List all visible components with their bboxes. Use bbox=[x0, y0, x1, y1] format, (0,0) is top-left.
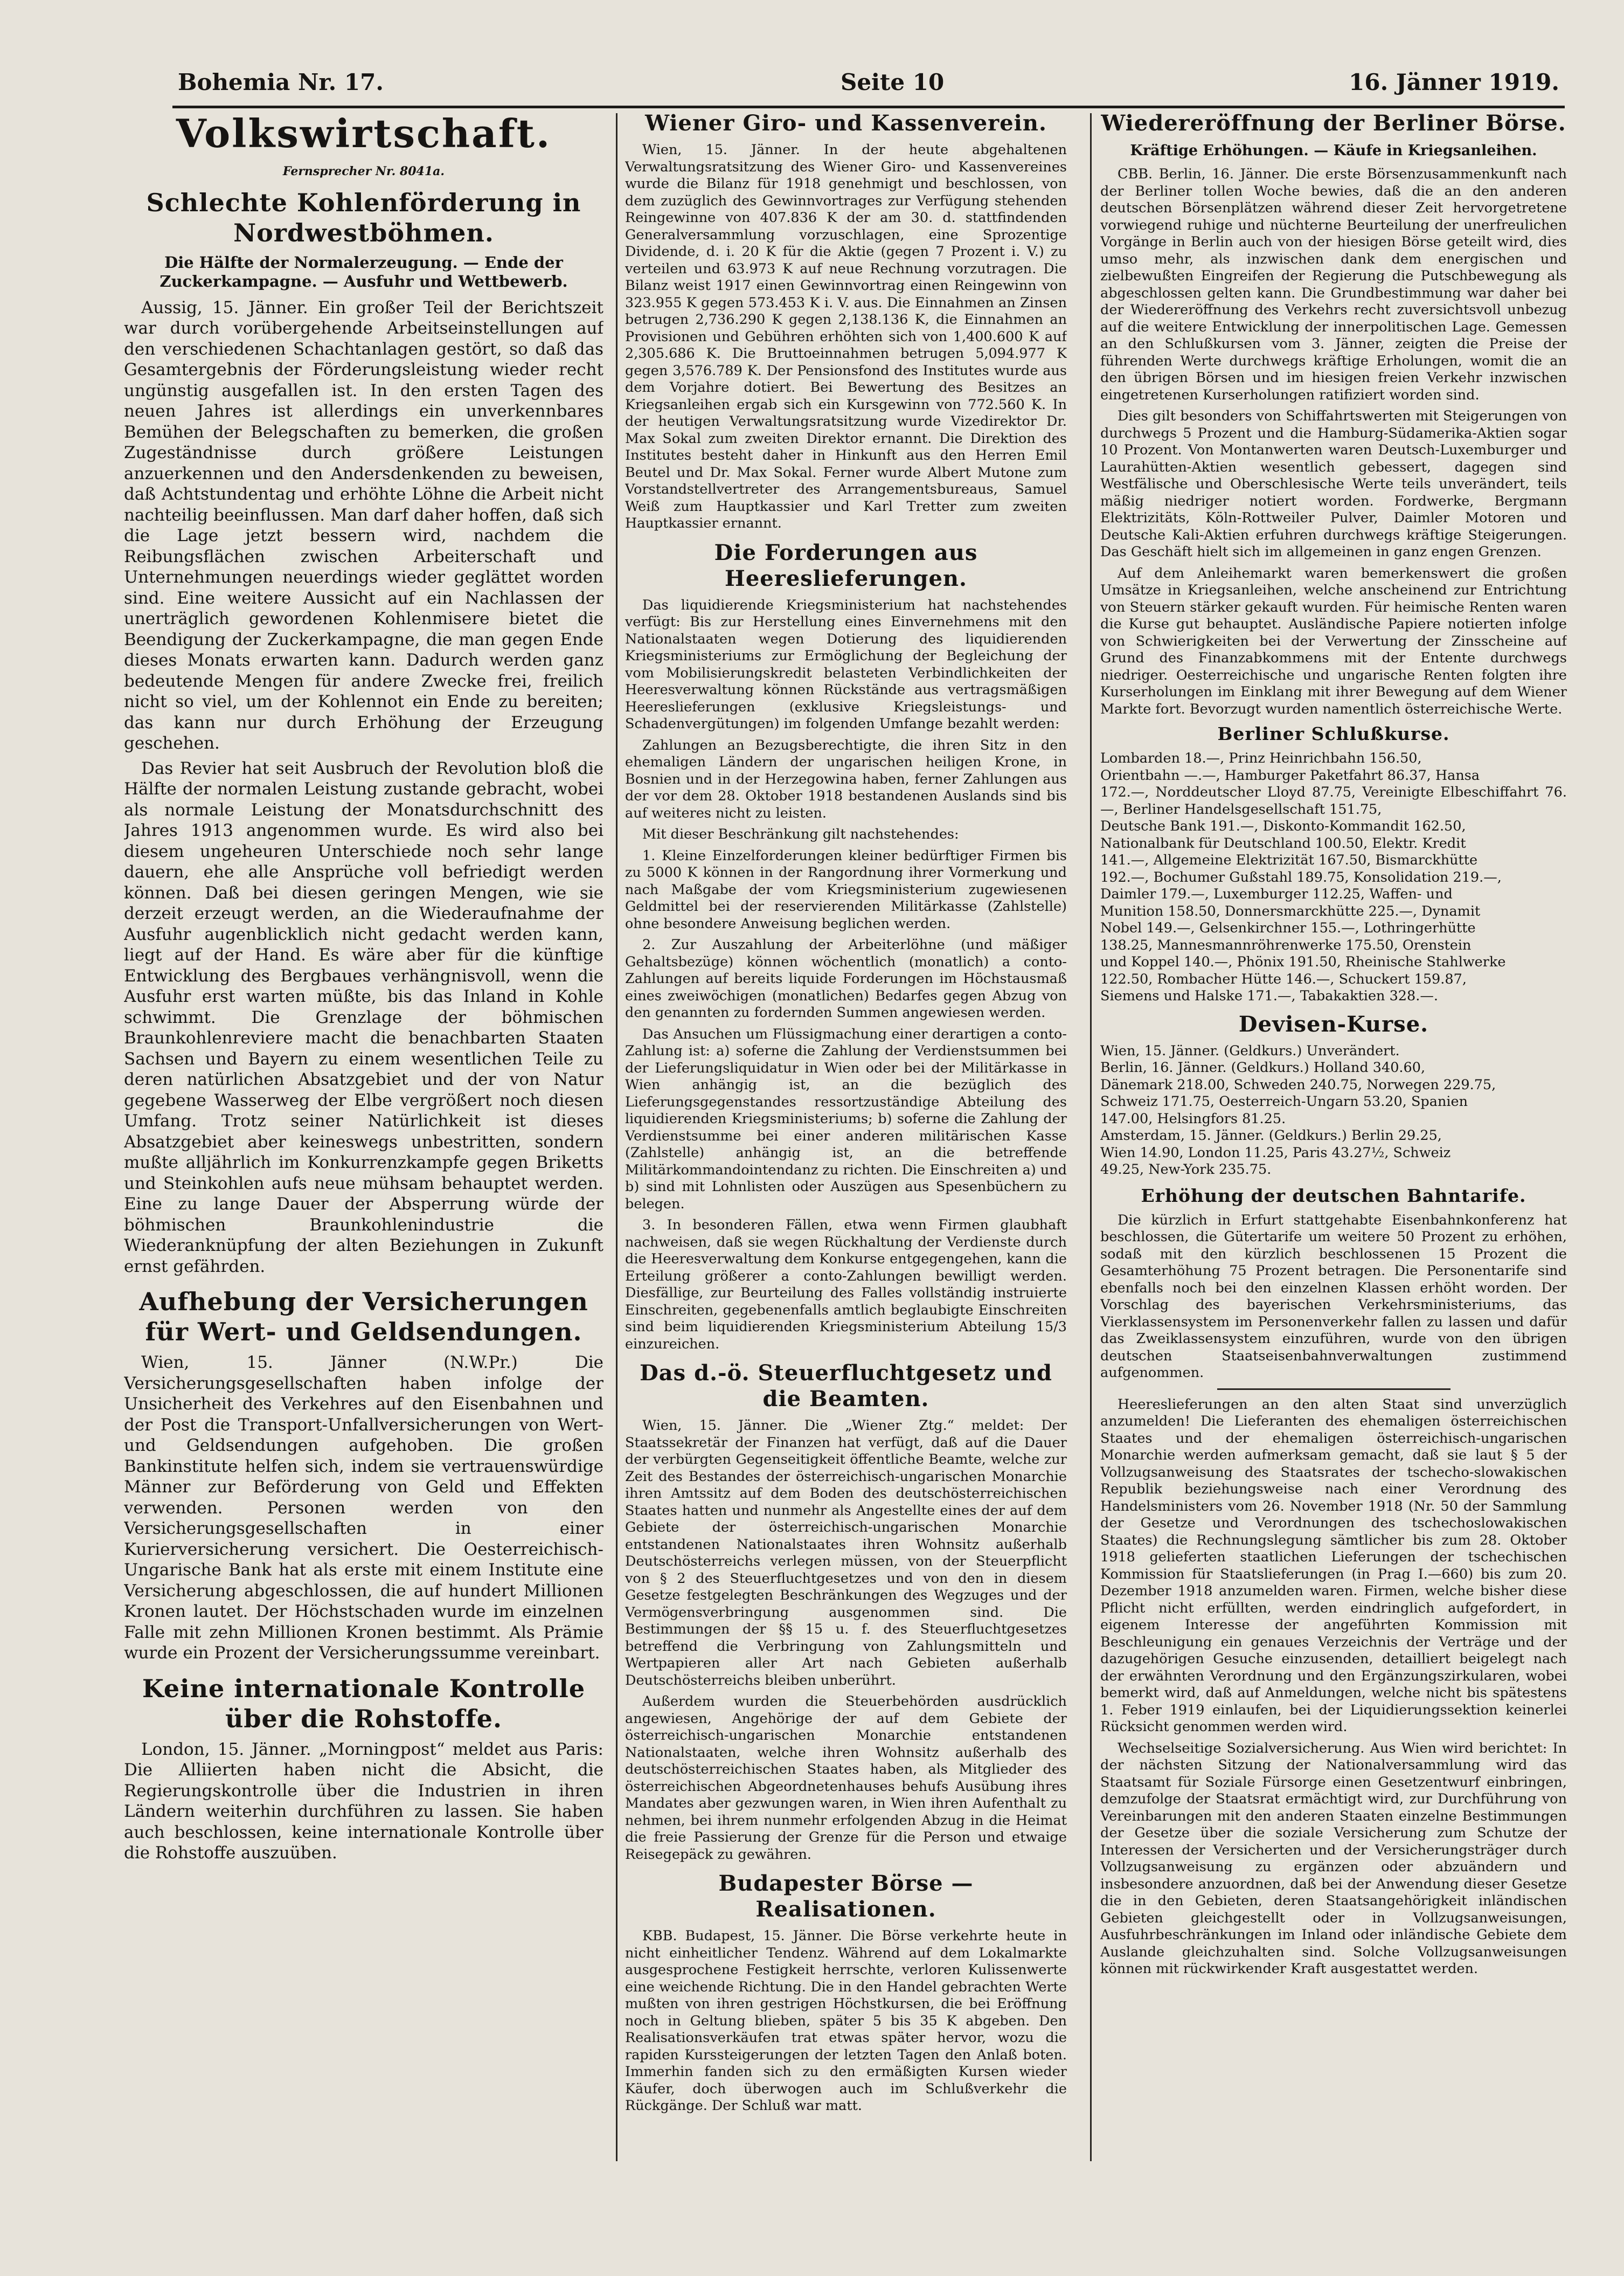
article-paragraph: 1. Kleine Einzelforderungen kleiner bedürftiger Firmen bis zu 5000 K können in der Rangordnung ihrer Vormerkung und nach Maßgabe der vom Kriegsministerium zugewiesenen Geldmittel bei der reservierenden Militärkasse (Zahlstelle) ohne besondere Anweisung beglichen werden. bbox=[625, 847, 1067, 932]
article-paragraph: Das liquidierende Kriegsministerium hat nachstehendes verfügt: Bis zur Herstellung eines Einvernehmens mit den Nationalstaaten wegen Dotierung des liquidierenden Kriegsministeriums zur Ermöglichung der Begleichung der vom Mobilisierungskredit belasteten Verbindlichkeiten der Heeresverwaltung können Rückstände aus vertragsmäßigen Heereslieferungen (exklusive Kriegsleistungs- und Schadenvergütungen) im folgenden Umfange bezahlt werden: bbox=[625, 597, 1067, 732]
market-line: Wien, 15. Jänner. (Geldkurs.) Unverändert. bbox=[1100, 1042, 1400, 1059]
article-paragraph: Das Revier hat seit Ausbruch der Revolution bloß die Hälfte der normalen Leistung zustande gebracht, wobei als normale Leistung der Monatsdurchschnitt des Jahres 1913 angenommen wurde. Es wird also bei diesem ungeheuren Unterschiede noch sehr lange dauern, ehe alle Ansprüche voll befriedigt werden können. Daß bei diesen geringen Mengen, wie sie derzeit erzeugt werden, an die Wiederaufnahme der Ausfuhr augenblicklich nicht gedacht werden kann, liegt auf der Hand. Es wäre aber für die künftige Entwicklung des Bergbaues verhängnisvoll, wenn die Ausfuhr erst warten müßte, bis das Inland in Kohle schwimmt. Die Grenzlage der böhmischen Braunkohlenreviere macht die benachbarten Staaten Sachsen und Bayern zu einem wesentlichen Teile zu deren natürlichen Absatzgebiet und der von Natur gegebene Wasserweg der Elbe vergrößert noch diesen Umfang. Trotz seiner Natürlichkeit ist dieses Absatzgebiet aber keineswegs unbestritten, sondern mußte alljährlich im Konkurrenzkampfe gegen Briketts und Steinkohlen aufs neue mühsam behauptet werden. Eine zu lange Dauer der Absperrung würde der böhmischen Braunkohlenindustrie die Wiederanknüpfung der alten Beziehungen in Zukunft ernst gefährden. bbox=[124, 758, 603, 1276]
column-rule bbox=[616, 113, 617, 2161]
article-paragraph: 3. In besonderen Fällen, etwa wenn Firmen glaubhaft nachweisen, daß sie wegen Rückhaltung der Verdienste durch die Heeresverwaltung dem Konkurse entgegengehen, kann die Erteilung größerer a conto-Zahlungen bewilligt werden. Diesfällige, zur Beurteilung des Falles vollständig instruierte Einschreiten, gegebenenfalls amtlich beglaubigte Einschreiten sind beim liquidierenden Kriegsministerium Abteilung 15/3 einzureichen. bbox=[625, 1217, 1067, 1352]
section-phone: Fernsprecher Nr. 8041a. bbox=[282, 164, 445, 178]
article-deck: Die Hälfte der Normalerzeugung. — Ende der Zuckerkampagne. — Ausfuhr und Wettbewerb. bbox=[159, 253, 568, 290]
article-paragraph: Außerdem wurden die Steuerbehörden ausdrücklich angewiesen, Angehörige der auf dem Gebiete der österreichisch-ungarischen Monarchie entstandenen Nationalstaaten, welche ihren Wohnsitz außerhalb des deutschösterreichischen Staates haben, als Mitglieder des österreichischen Abgeordnetenhauses behufs Ausübung ihres Mandates aber gezwungen waren, in Wien ihren Aufenthalt zu nehmen, bei ihrem nunmehr erfolgenden Abzug in die Heimat die freie Passierung der Grenze für die Person und etwaige Reisegepäck zu gewähren. bbox=[625, 1693, 1067, 1863]
market-line: Schweiz 171.75, Oesterreich-Ungarn 53.20, Spanien bbox=[1100, 1094, 1468, 1110]
article-paragraph: Mit dieser Beschränkung gilt nachstehendes: bbox=[642, 826, 959, 842]
market-line: Siemens und Halske 171.—, Tabakaktien 328.—. bbox=[1100, 988, 1438, 1004]
running-head bbox=[178, 69, 1559, 107]
market-line: 138.25, Mannesmannröhrenwerke 175.50, Orenstein bbox=[1100, 937, 1472, 953]
article-title: Schlechte Kohlenförderung in Nordwestböhmen. bbox=[146, 188, 581, 247]
market-line: und Koppel 140.—, Phönix 191.50, Rheinische Stahlwerke bbox=[1100, 954, 1506, 970]
article-paragraph: Zahlungen an Bezugsberechtigte, die ihren Sitz in den ehemaligen Ländern der ungarischen heiligen Krone, in Bosnien und in der Herzegowina haben, ferner Zahlungen aus der vor dem 28. Oktober 1918 bestandenen Auslands sind bis auf weiteres nicht zu leisten. bbox=[625, 737, 1067, 821]
article-title: Das d.-ö. Steuerfluchtgesetz und die Beamten. bbox=[640, 1360, 1052, 1412]
article-paragraph: Wien, 15. Jänner. Die „Wiener Ztg.“ meldet: Der Staatssekretär der Finanzen hat verfügt, daß auf die Dauer der verbürgten Gegenseitigkeit öffentliche Beamte, welche zur Zeit des Bestandes der österreichisch-ungarischen Monarchie ihren Amtssitz auf dem Boden des deutschösterreichischen Staates hatten und nunmehr als Angestellte eines der auf dem Gebiete der österreichisch-ungarischen Monarchie entstandenen Nationalstaates ihren Wohnsitz außerhalb Deutschösterreichs verlegen müssen, von der Steuerpflicht von § 2 des Steuerfluchtgesetzes und von den in diesem Gesetze festgelegten Beschränkungen des Wegzuges und der Vermögensverbringung ausgenommen sind. Die Bestimmungen der §§ 15 u. f. des Steuerfluchtgesetzes betreffend die Verbringung von Zahlungsmitteln und Wertpapieren aller Art nach Gebieten außerhalb Deutschösterreichs bleiben unberührt. bbox=[625, 1417, 1067, 1689]
market-line: Lombarden 18.—, Prinz Heinrichbahn 156.50, bbox=[1100, 750, 1422, 766]
column-middle bbox=[625, 110, 1067, 2169]
article-paragraph: Heereslieferungen an den alten Staat sind unverzüglich anzumelden! Die Lieferanten des ehemaligen österreichischen Staates und der ehemaligen österreichisch-ungarischen Monarchie werden aufmerksam gemacht, daß sie laut § 5 der Vollzugsanweisung des Staatsrates der tschecho-slowakischen Republik beziehungsweise nach einer Verordnung des Handelsministers vom 26. November 1918 (Nr. 50 der Sammlung der Gesetze und Verordnungen des tschechoslowakischen Staates) die Rechnungslegung sämtlicher bis zum 28. Oktober 1918 gelieferten staatlichen Lieferungen der tschechischen Kommission für Staatslieferungen (in Prag I.—660) bis zum 20. Dezember 1918 anzumelden waren. Firmen, welche bisher diese Pflicht nicht erfüllten, werden eindringlich aufgefordert, in eigenem Interesse der angeführten Kommission mit Beschleunigung ein genaues Verzeichnis der Verträge und der dazugehörigen Gesuche einzusenden, detailliert beigelegt nach der erwähnten Verordnung und den Ergänzungszirkularen, wobei bemerkt wird, daß auf Anmeldungen, welche nicht bis spätestens 1. Feber 1919 einlaufen, bei der Liquidierungssektion keinerlei Rücksicht genommen werden wird. bbox=[1100, 1396, 1567, 1735]
market-line: 172.—, Norddeutscher Lloyd 87.75, Vereinigte Elbeschiffahrt 76.—, Berliner Handelsgesellschaft 151.75, bbox=[1100, 784, 1567, 818]
article-title: Wiedereröffnung der Berliner Börse. bbox=[1101, 110, 1566, 136]
article-title: Budapester Börse — Realisationen. bbox=[718, 1871, 974, 1922]
issue-date: 16. Jänner 1919. bbox=[1349, 69, 1559, 95]
column-rule bbox=[1090, 113, 1092, 2161]
article-title: Erhöhung der deutschen Bahntarife. bbox=[1141, 1185, 1526, 1206]
article-paragraph: Das Ansuchen um Flüssigmachung einer derartigen a conto-Zahlung ist: a) soferne die Zahlung der Verdienstsummen bei der Lieferungsliquidatur in Wien oder bei der Militärkasse in Wien anhängig ist, an die bezüglich des Lieferungsgegenstandes ressortzuständige Abteilung des liquidierenden Kriegsministeriums; b) soferne die Zahlung der Verdienstsumme bei einer anderen militärischen Kasse (Zahlstelle) anhängig ist, an die betreffende Militärkommandointendanz zu richten. Die Einschreiten a) und b) sind mit Lohnlisten oder Auszügen aus Spesenbüchern zu belegen. bbox=[625, 1026, 1067, 1212]
article-paragraph: CBB. Berlin, 16. Jänner. Die erste Börsenzusammenkunft nach der Berliner tollen Woche bewies, daß die an den anderen deutschen Börsenplätzen während dieser Zeit hervorgetretene vorwiegend ruhige und nüchterne Beurteilung der unerfreulichen Vorgänge in Berlin auch von der hiesigen Börse geteilt wird, dies umso mehr, als inzwischen dank dem energischen und zielbewußten Eingreifen der Regierung die Putschbewegung als abgeschlossen gelten kann. Die Grundbestimmung war daher bei der Wiedereröffnung des Verkehrs recht zuversichtsvoll unbezug auf die weitere Entwicklung der innerpolitischen Lage. Gemessen an den Schlußkursen vom 3. Jänner, zeigten die Preise der führenden Werte durchwegs kräftige Erholungen, womit die an den übrigen Börsen und im hiesigen freien Verkehr inzwischen eingetretenen Kurserholungen ratifiziert worden sind. bbox=[1100, 166, 1567, 403]
article-divider bbox=[1217, 1388, 1451, 1390]
article-paragraph: Wechselseitige Sozialversicherung. Aus Wien wird berichtet: In der nächsten Sitzung der Nationalversammlung wird das Staatsamt für Soziale Fürsorge einen Gesetzentwurf einbringen, demzufolge der Staatsrat ermächtigt wird, zur Durchführung von Vereinbarungen mit den anderen Staaten einzelne Bestimmungen der Gesetze über die soziale Versicherung zum Schutze der Interessen der Versicherten und der Versicherungsträger durch Vollzugsanweisung zu ergänzen oder abzuändern und insbesondere anzuordnen, daß bei der Anwendung dieser Gesetze die in den Gebieten, deren Staatsangehörigkeit inländischen Gebieten gleichgestellt oder in Vollzugsanweisungen, Ausfuhrbeschränkungen im Inland oder inländische Gebiete dem Auslande gleichzuhalten sind. Solche Vollzugsanweisungen können mit rückwirkender Kraft ausgestattet werden. bbox=[1100, 1740, 1567, 1977]
article-paragraph: 2. Zur Auszahlung der Arbeiterlöhne (und mäßiger Gehaltsbezüge) können wöchentlich (monatlich) a conto-Zahlungen auf bereits liquide Forderungen im Höchstausmaß eines zweiwöchigen (monatlichen) Bedarfes gegen Abzug von den genannten zu fordernden Summen angewiesen werden. bbox=[625, 937, 1067, 1021]
column-left bbox=[124, 110, 603, 2169]
article-title: Wiener Giro- und Kassenverein. bbox=[645, 110, 1047, 136]
article-title: Aufhebung der Versicherungen für Wert- und Geldsendungen. bbox=[139, 1287, 588, 1346]
article-title: Die Forderungen aus Heereslieferungen. bbox=[714, 539, 978, 591]
market-line: Nobel 149.—, Gelsenkirchner 155.—, Lothringerhütte bbox=[1100, 920, 1476, 936]
article-deck: Kräftige Erhöhungen. — Käufe in Kriegsanleihen. bbox=[1130, 142, 1537, 159]
market-line: Berlin, 16. Jänner. (Geldkurs.) Holland 340.60, bbox=[1100, 1060, 1426, 1076]
market-line: Amsterdam, 15. Jänner. (Geldkurs.) Berlin 29.25, bbox=[1100, 1127, 1442, 1144]
market-line: Nationalbank für Deutschland 100.50, Elektr. Kredit bbox=[1100, 835, 1466, 852]
article-title: Berliner Schlußkurse. bbox=[1217, 723, 1450, 744]
paper-issue: Bohemia Nr. 17. bbox=[178, 69, 384, 95]
market-line: 147.00, Helsingfors 81.25. bbox=[1100, 1110, 1286, 1127]
page-number: Seite 10 bbox=[841, 69, 945, 95]
exchange-rates-list bbox=[1100, 1043, 1567, 1179]
market-line: Dänemark 218.00, Schweden 240.75, Norwegen 229.75, bbox=[1100, 1076, 1496, 1093]
market-line: 122.50, Rombacher Hütte 146.—, Schuckert 159.87, bbox=[1100, 971, 1467, 987]
article-title: Keine internationale Kontrolle über die Rohstoffe. bbox=[142, 1673, 586, 1733]
article-paragraph: Auf dem Anleihemarkt waren bemerkenswert die großen Umsätze in Kriegsanleihen, welche anscheinend zur Entrichtung von Steuern stärker gekauft wurden. Für heimische Renten waren die Kurse gut behauptet. Ausländische Papiere notierten infolge von Schwierigkeiten bei der Verwertung der Zinsscheine auf Grund des Finanzabkommens mit der Entente durchwegs niedriger. Oesterreichische und ungarische Renten folgten ihre Kurserholungen im Einklang mit ihrer Bewegung auf dem Wiener Markte fort. Bevorzugt wurden namentlich österreichische Werte. bbox=[1100, 565, 1567, 717]
market-line: Deutsche Bank 191.—, Diskonto-Kommandit 162.50, bbox=[1100, 818, 1466, 834]
market-line: Wien 14.90, London 11.25, Paris 43.27½, Schweiz bbox=[1100, 1144, 1451, 1161]
closing-prices-list bbox=[1100, 750, 1567, 1005]
article-paragraph: Wien, 15. Jänner (N.W.Pr.) Die Versicherungsgesellschaften haben infolge der Unsicherheit des Verkehres auf den Eisenbahnen und der Post die Transport-Unfallversicherungen von Wert- und Geldsendungen aufgehoben. Die großen Bankinstitute helfen sich, indem sie vertrauenswürdige Männer zur Beförderung von Geld und Effekten verwenden. Personen werden von den Versicherungsgesellschaften in einer Kurierversicherung versichert. Die Oesterreichisch-Ungarische Bank hat als erste mit einem Institute eine Versicherung abgeschlossen, die auf hundert Millionen Kronen lautet. Der Höchstschaden wurde im einzelnen Falle mit zehn Millionen Kronen bestimmt. Als Prämie wurde ein Prozent der Versicherungssumme vereinbart. bbox=[124, 1353, 603, 1663]
header-rule bbox=[172, 106, 1565, 108]
column-right bbox=[1100, 110, 1567, 2169]
market-line: 49.25, New-York 235.75. bbox=[1100, 1161, 1272, 1178]
article-paragraph: Dies gilt besonders von Schiffahrtswerten mit Steigerungen von durchwegs 5 Prozent und die Hamburg-Südamerika-Aktien sogar 10 Prozent. Von Montanwerten waren Deutsch-Luxemburger und Laurahütten-Aktien wesentlich gebessert, dagegen sind Westfälische und Oberschlesische Werte teils unverändert, teils mäßig niedriger notiert worden. Fordwerke, Bergmann Elektrizitäts, Köln-Rottweiler Pulver, Daimler Motoren und Deutsche Kali-Aktien erfuhren durchwegs kräftige Steigerungen. Das Geschäft hielt sich im allgemeinen in ganz engen Grenzen. bbox=[1100, 408, 1567, 560]
article-paragraph: Aussig, 15. Jänner. Ein großer Teil der Berichtszeit war durch vorübergehende Arbeitseinstellungen auf den verschiedenen Schachtanlagen gestört, so daß das Gesamtergebnis der Förderungsleistung wieder recht ungünstig ausgefallen ist. In den ersten Tagen des neuen Jahres ist allerdings ein unverkennbares Bemühen der Belegschaften zu bemerken, die großen Zugeständnisse durch größere Leistungen anzuerkennen und den Andersdenkenden zu beweisen, daß Achtstundentag und erhöhte Löhne die Arbeit nicht nachteilig beeinflussen. Man darf daher hoffen, daß sich die Lage jetzt bessern wird, nachdem die Reibungsflächen zwischen Arbeiterschaft und Unternehmungen neuerdings wieder geglättet worden sind. Eine weitere Aussicht auf ein Nachlassen der unerträglich gewordenen Kohlenmisere bietet die Beendigung der Zuckerkampagne, die man gegen Ende dieses Monats erwarten kann. Dadurch werden ganz bedeutende Mengen für andere Zwecke frei, freilich nicht so viel, um der Kohlennot ein Ende zu bereiten; das kann nur durch Erhöhung der Erzeugung geschehen. bbox=[124, 298, 603, 753]
market-line: 141.—, Allgemeine Elektrizität 167.50, Bismarckhütte bbox=[1100, 852, 1478, 868]
market-line: Daimler 179.—, Luxemburger 112.25, Waffen- und bbox=[1100, 886, 1453, 902]
market-line: Munition 158.50, Donnersmarckhütte 225.—, Dynamit bbox=[1100, 903, 1481, 919]
article-title: Devisen-Kurse. bbox=[1238, 1011, 1429, 1037]
market-line: Orientbahn —.—, Hamburger Paketfahrt 86.37, Hansa bbox=[1100, 767, 1480, 784]
article-paragraph: KBB. Budapest, 15. Jänner. Die Börse verkehrte heute in nicht einheitlicher Tendenz. Während auf dem Lokalmarkte ausgesprochene Festigkeit herrschte, verloren Kulissenwerte eine weichende Richtung. Die in den Handel gebrachten Werte mußten von ihren gestrigen Höchstkursen, die bei Eröffnung noch in Geltung blieben, später 5 bis 35 K abgeben. Den Realisationsverkäufen trat etwas später hervor, wozu die rapiden Kurssteigerungen der letzten Tagen den Anlaß boten. Immerhin fanden sich zu den ermäßigten Kursen wieder Käufer, doch überwogen auch im Schlußverkehr die Rückgänge. Der Schluß war matt. bbox=[625, 1928, 1067, 2114]
section-title: Volkswirtschaft. bbox=[176, 110, 552, 156]
article-paragraph: London, 15. Jänner. „Morningpost“ meldet aus Paris: Die Alliierten haben nicht die Absicht, die Regierungskontrolle über die Industrien in ihren Ländern weiterhin durchführen zu lassen. Sie haben auch beschlossen, keine internationale Kontrolle über die Rohstoffe auszuüben. bbox=[124, 1739, 603, 1863]
article-paragraph: Die kürzlich in Erfurt stattgehabte Eisenbahnkonferenz hat beschlossen, die Gütertarife um weitere 50 Prozent zu erhöhen, sodaß mit den kürzlich beschlossenen 15 Prozent die Gesamterhöhung 75 Prozent betragen. Die Personentarife sind ebenfalls noch bei den einzelnen Klassen erhöht worden. Der Vorschlag des bayerischen Verkehrsministeriums, das Vierklassensystem im Personenverkehr fallen zu lassen und dafür das Zweiklassensystem einzuführen, wurde von den übrigen deutschen Staatseisenbahnverwaltungen zustimmend aufgenommen. bbox=[1100, 1212, 1567, 1381]
article-paragraph: Wien, 15. Jänner. In der heute abgehaltenen Verwaltungsratsitzung des Wiener Giro- und Kassenvereines wurde die Bilanz für 1918 genehmigt und beschlossen, von dem zuzüglich des Gewinnvortrages zur Verfügung stehenden Reingewinne von 407.836 K der am 30. d. stattfindenden Generalversammlung vorzuschlagen, eine Sprozentige Dividende, d. i. 20 K für die Aktie (gegen 7 Prozent i. V.) zu verteilen und 63.973 K auf neue Rechnung vorzutragen. Die Bilanz weist 1917 einen Gewinnvortrag einen Reingewinn von 323.955 K gegen 573.453 K i. V. aus. Die Einnahmen an Zinsen betrugen 2,736.290 K gegen 2,138.136 K, die Einnahmen an Provisionen und Gebühren erhöhten sich von 1,400.600 K auf 2,305.686 K. Die Bruttoeinnahmen betrugen 5,094.977 K gegen 3,576.789 K. Der Pensionsfond des Institutes wurde aus dem Vorjahre dotiert. Bei Bewertung des Besitzes an Kriegsanleihen ergab sich ein Kursgewinn von 772.560 K. In der heutigen Verwaltungsratsitzung wurde Vizedirektor Dr. Max Sokal zum zweiten Direktor ernannt. Die Direktion des Institutes besteht daher in Hinkunft aus den Herren Emil Beutel und Dr. Max Sokal. Ferner wurde Albert Mutone zum Vorstandstellvertreter des Arrangementsbureaus, Samuel Weiß zum Hauptkassier und Karl Tretter zum zweiten Hauptkassier ernannt. bbox=[625, 142, 1067, 531]
market-line: 192.—, Bochumer Gußstahl 189.75, Konsolidation 219.—, bbox=[1100, 869, 1502, 886]
